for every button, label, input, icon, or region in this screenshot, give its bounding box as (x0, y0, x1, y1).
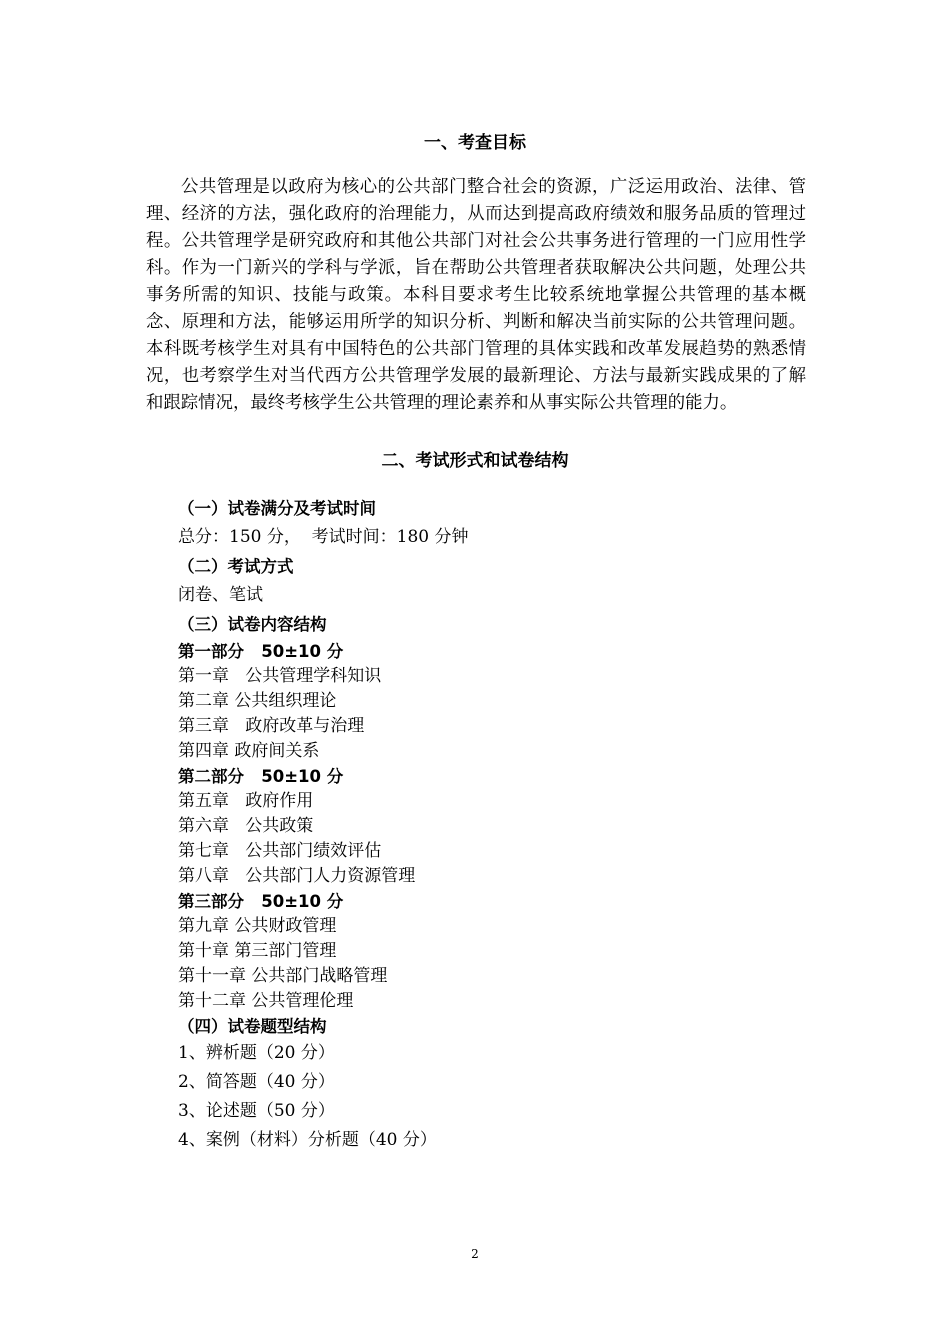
part-one-title: 第一部分 50±10 分 (178, 642, 344, 661)
exam-objectives-paragraph: 公共管理是以政府为核心的公共部门整合社会的资源，广泛运用政治、法律、管理、经济的方法，强化政府的治理能力，从而达到提高政府绩效和服务品质的管理过程。公共管理学是研究政府和其他公共部门对社会公共事务进行管理的一门应用性学科。作为一门新兴的学科与学派，旨在帮助公共管理者获取解决公共问题，处理公共事务所需的知识、技能与政策。本科目要求考生比较系统地掌握公共管理的基本概念、原理和方法，能够运用所学的知识分析、判断和解决当前实际的公共管理问题。本科既考核学生对具有中国特色的公共部门管理的具体实践和改革发展趋势的熟悉情况，也考察学生对当代西方公共管理学发展的最新理论、方法与最新实践成果的了解和跟踪情况，最终考核学生公共管理的理论素养和从事实际公共管理的能力。 (146, 177, 806, 413)
chapter-item: 第九章 公共财政管理 (178, 916, 337, 936)
chapter-item: 第十章 第三部门管理 (178, 941, 337, 961)
chapter-item: 第一章 公共管理学科知识 (178, 666, 382, 686)
page-number: 2 (471, 1247, 479, 1261)
chapter-item: 第七章 公共部门绩效评估 (178, 841, 382, 861)
chapter-item: 第三章 政府改革与治理 (178, 716, 365, 736)
chapter-item: 第四章 政府间关系 (178, 741, 320, 761)
chapter-item: 第十一章 公共部门战略管理 (178, 966, 388, 986)
subheading-score-and-time: （一）试卷满分及考试时间 (178, 499, 376, 518)
content-structure-list (178, 639, 798, 1039)
score-and-time-text: 总分：150 分， 考试时间：180 分钟 (178, 527, 469, 547)
chapter-item: 第二章 公共组织理论 (178, 691, 337, 711)
section-heading-exam-objectives: 一、考查目标 (424, 133, 526, 153)
chapter-item: 第六章 公共政策 (178, 816, 314, 836)
part-two-title: 第二部分 50±10 分 (178, 767, 344, 786)
subheading-exam-method: （二）考试方式 (178, 557, 294, 576)
question-types-list (178, 1039, 798, 1155)
exam-method-text: 闭卷、笔试 (178, 585, 263, 605)
question-type-item: 4、案例（材料）分析题（40 分） (178, 1130, 437, 1150)
section-heading-exam-format: 二、考试形式和试卷结构 (381, 451, 569, 471)
exam-format-section (178, 494, 798, 1155)
part-three-title: 第三部分 50±10 分 (178, 892, 344, 911)
question-type-item: 2、简答题（40 分） (178, 1072, 335, 1092)
subheading-content-structure: （三）试卷内容结构 (178, 615, 327, 634)
chapter-item: 第八章 公共部门人力资源管理 (178, 866, 416, 886)
subheading-question-types: （四）试卷题型结构 (178, 1017, 327, 1036)
chapter-item: 第五章 政府作用 (178, 791, 314, 811)
question-type-item: 1、辨析题（20 分） (178, 1043, 335, 1063)
question-type-item: 3、论述题（50 分） (178, 1101, 335, 1121)
chapter-item: 第十二章 公共管理伦理 (178, 991, 354, 1011)
